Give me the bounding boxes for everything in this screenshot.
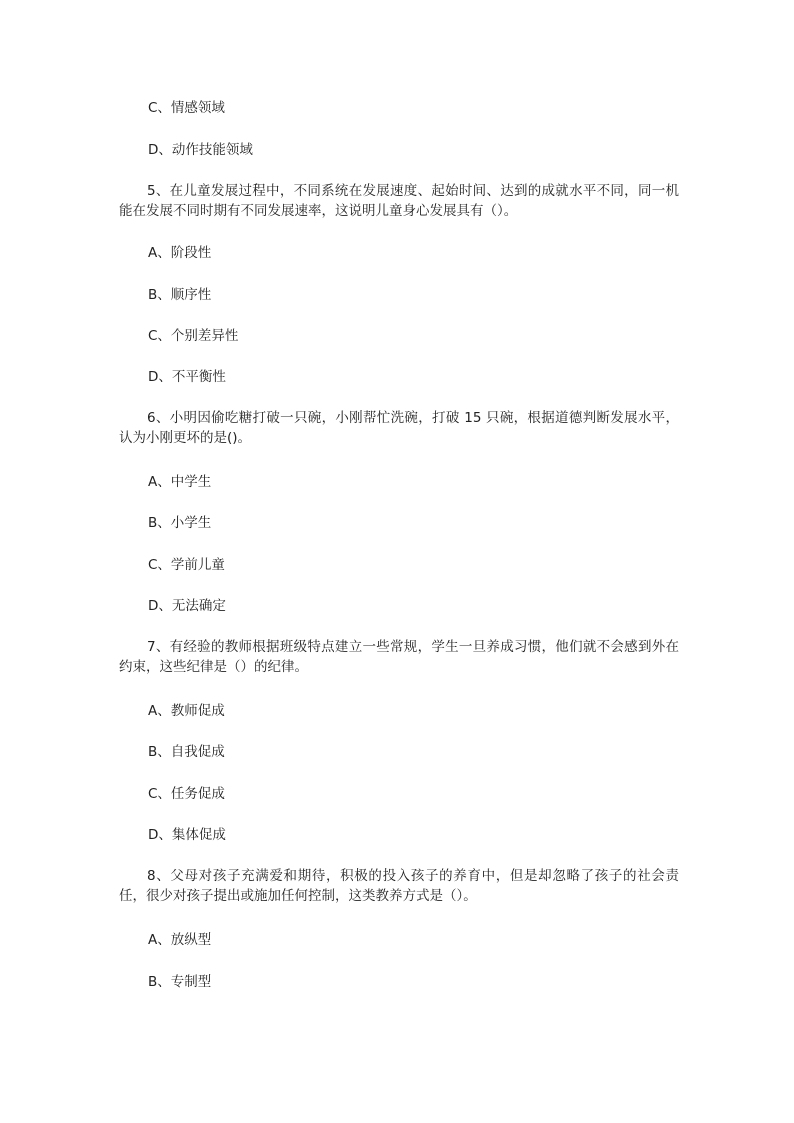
option-b: B、小学生 [148, 515, 212, 531]
option-d: D、不平衡性 [148, 369, 226, 385]
option-c: C、任务促成 [148, 786, 225, 802]
option-c: C、个别差异性 [148, 328, 239, 344]
option-b: B、顺序性 [148, 287, 212, 303]
question-6: 6、小明因偷吃糖打破一只碗，小刚帮忙洗碗，打破 15 只碗，根据道德判断发展水平，认为小刚更坏的是()。 [119, 410, 679, 446]
question-7: 7、有经验的教师根据班级特点建立一些常规，学生一旦养成习惯，他们就不会感到外在约束，这些纪律是（）的纪律。 [119, 639, 679, 675]
question-5: 5、在儿童发展过程中，不同系统在发展速度、起始时间、达到的成就水平不同，同一机能在发展不同时期有不同发展速率，这说明儿童身心发展具有（）。 [119, 183, 679, 219]
option-d: D、动作技能领域 [148, 142, 253, 158]
option-d: D、集体促成 [148, 827, 226, 843]
option-a: A、放纵型 [148, 932, 212, 948]
option-a: A、教师促成 [148, 703, 225, 719]
option-a: A、阶段性 [148, 245, 212, 261]
option-d: D、无法确定 [148, 598, 226, 614]
option-b: B、专制型 [148, 974, 212, 990]
option-a: A、中学生 [148, 474, 212, 490]
option-c: C、情感领域 [148, 100, 225, 116]
option-c: C、学前儿童 [148, 557, 225, 573]
question-8: 8、父母对孩子充满爱和期待，积极的投入孩子的养育中，但是却忽略了孩子的社会责任，很少对孩子提出或施加任何控制，这类教养方式是（）。 [119, 868, 679, 904]
option-b: B、自我促成 [148, 744, 225, 760]
